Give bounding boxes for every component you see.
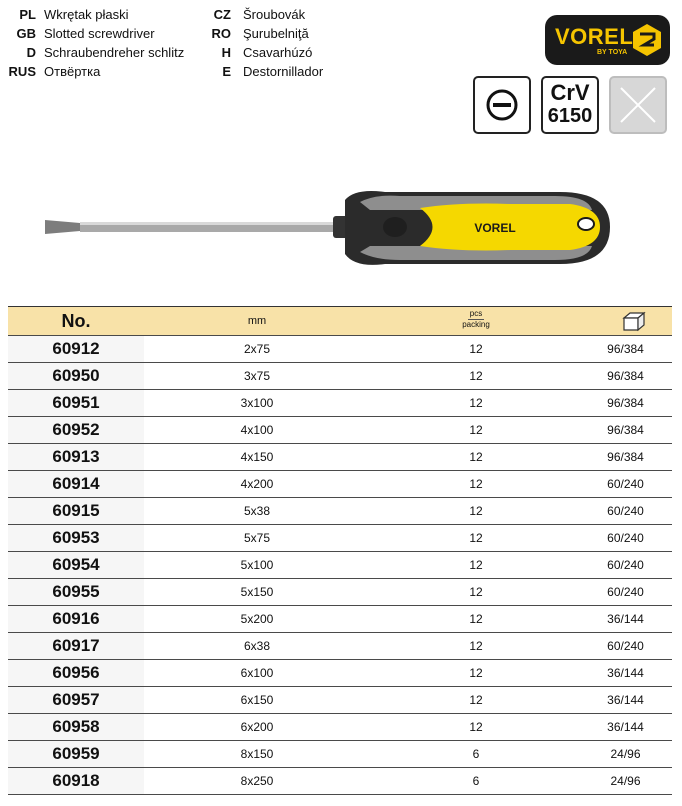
language-name: Şurubelniţă (243, 26, 309, 41)
crv-steel-icon (541, 76, 599, 134)
language-name: Šroubovák (243, 7, 306, 22)
cell-carton-qty: 60/240 (607, 504, 644, 518)
language-code: CZ (213, 7, 231, 22)
crv-grade: 6150 (547, 105, 593, 127)
cell-size: 6x200 (240, 720, 274, 734)
table-row (8, 335, 672, 362)
cell-packing-qty: 12 (469, 531, 483, 545)
language-code: GB (16, 26, 36, 41)
table-row (8, 443, 672, 470)
cell-carton-qty: 60/240 (607, 558, 644, 572)
cell-carton-qty: 24/96 (610, 747, 641, 761)
language-name: Wkrętak płaski (44, 7, 129, 22)
table-header (8, 306, 672, 335)
cell-packing-qty: 6 (472, 747, 480, 761)
cell-packing-qty: 12 (469, 504, 483, 518)
cell-size: 5x200 (240, 612, 274, 626)
cell-carton-qty: 36/144 (607, 693, 644, 707)
table-row (8, 578, 672, 605)
header-pcs: pcs (469, 309, 483, 318)
vorel-logo (545, 15, 670, 65)
table-row (8, 740, 672, 767)
table-row (8, 659, 672, 686)
language-code: D (26, 45, 36, 60)
language-name: Отвёртка (44, 64, 101, 79)
cell-product-number: 60950 (8, 363, 144, 389)
cell-packing-qty: 12 (469, 558, 483, 572)
table-row (8, 713, 672, 740)
cell-size: 3x75 (243, 369, 271, 383)
cell-product-number: 60955 (8, 579, 144, 605)
cell-packing-qty: 12 (469, 666, 483, 680)
language-code: H (221, 45, 231, 60)
cell-packing-qty: 12 (469, 585, 483, 599)
cell-product-number: 60956 (8, 660, 144, 686)
cell-packing-qty: 6 (472, 774, 480, 788)
cell-product-number: 60958 (8, 714, 144, 740)
table-row (8, 551, 672, 578)
language-code: RO (211, 26, 231, 41)
cell-product-number: 60952 (8, 417, 144, 443)
table-row (8, 524, 672, 551)
cell-packing-qty: 12 (469, 720, 483, 734)
cell-size: 8x250 (240, 774, 274, 788)
cell-packing-qty: 12 (469, 396, 483, 410)
cell-size: 8x150 (240, 747, 274, 761)
table-row (8, 497, 672, 524)
cell-packing-qty: 12 (469, 450, 483, 464)
logo-brand-text: VOREL (555, 24, 634, 49)
language-code: RUS (8, 64, 36, 79)
cell-size: 4x150 (240, 450, 274, 464)
table-row (8, 632, 672, 659)
cell-size: 5x38 (243, 504, 271, 518)
cell-carton-qty: 36/144 (607, 612, 644, 626)
cell-carton-qty: 96/384 (607, 396, 644, 410)
language-name: Csavarhúzó (243, 45, 313, 60)
language-name: Schraubendreher schlitz (44, 45, 185, 60)
cell-size: 3x100 (240, 396, 274, 410)
cell-packing-qty: 12 (469, 477, 483, 491)
cell-size: 6x100 (240, 666, 274, 680)
table-row (8, 605, 672, 632)
cell-size: 2x75 (243, 342, 271, 356)
cell-packing-qty: 12 (469, 612, 483, 626)
cell-size: 5x100 (240, 558, 274, 572)
cell-product-number: 60916 (8, 606, 144, 632)
table-row (8, 362, 672, 389)
cell-size: 5x75 (243, 531, 271, 545)
screwdriver-image (40, 180, 620, 280)
header-size: mm (247, 315, 267, 327)
table-row (8, 389, 672, 416)
cell-product-number: 60912 (8, 336, 144, 362)
language-name: Destornillador (243, 64, 324, 79)
slotted-tip-icon (473, 76, 531, 134)
table-row (8, 686, 672, 713)
cell-product-number: 60957 (8, 687, 144, 713)
cell-carton-qty: 60/240 (607, 639, 644, 653)
cell-product-number: 60913 (8, 444, 144, 470)
cell-carton-qty: 36/144 (607, 666, 644, 680)
carton-box-icon (608, 307, 658, 335)
cell-carton-qty: 24/96 (610, 774, 641, 788)
header-number: No. (61, 311, 91, 331)
logo-sub-text: BY TOYA (597, 49, 628, 56)
header-packing (426, 309, 526, 337)
cell-product-number: 60953 (8, 525, 144, 551)
language-name: Slotted screwdriver (44, 26, 155, 41)
cell-carton-qty: 96/384 (607, 423, 644, 437)
crv-label: CrV (550, 80, 590, 105)
cell-carton-qty: 36/144 (607, 720, 644, 734)
cell-carton-qty: 96/384 (607, 369, 644, 383)
cell-size: 5x150 (240, 585, 274, 599)
cell-carton-qty: 96/384 (607, 342, 644, 356)
cell-product-number: 60959 (8, 741, 144, 767)
table-row (8, 767, 672, 795)
cell-product-number: 60915 (8, 498, 144, 524)
not-insulated-icon (609, 76, 667, 134)
cell-size: 6x150 (240, 693, 274, 707)
product-table (8, 306, 672, 795)
table-row (8, 416, 672, 443)
cell-packing-qty: 12 (469, 693, 483, 707)
cell-packing-qty: 12 (469, 369, 483, 383)
cell-product-number: 60954 (8, 552, 144, 578)
cell-packing-qty: 12 (469, 342, 483, 356)
cell-product-number: 60951 (8, 390, 144, 416)
cell-packing-qty: 12 (469, 423, 483, 437)
cell-product-number: 60914 (8, 471, 144, 497)
cell-size: 4x100 (240, 423, 274, 437)
cell-carton-qty: 60/240 (607, 477, 644, 491)
logo-hex-icon (632, 23, 662, 57)
cell-carton-qty: 60/240 (607, 585, 644, 599)
handle-brand-text: VOREL (474, 221, 516, 235)
language-code: PL (19, 7, 36, 22)
header-packing-label: packing (462, 320, 490, 329)
cell-size: 6x38 (243, 639, 271, 653)
cell-size: 4x200 (240, 477, 274, 491)
cell-carton-qty: 96/384 (607, 450, 644, 464)
language-code: E (222, 64, 231, 79)
cell-product-number: 60918 (8, 768, 144, 794)
cell-carton-qty: 60/240 (607, 531, 644, 545)
cell-product-number: 60917 (8, 633, 144, 659)
cell-packing-qty: 12 (469, 639, 483, 653)
table-row (8, 470, 672, 497)
